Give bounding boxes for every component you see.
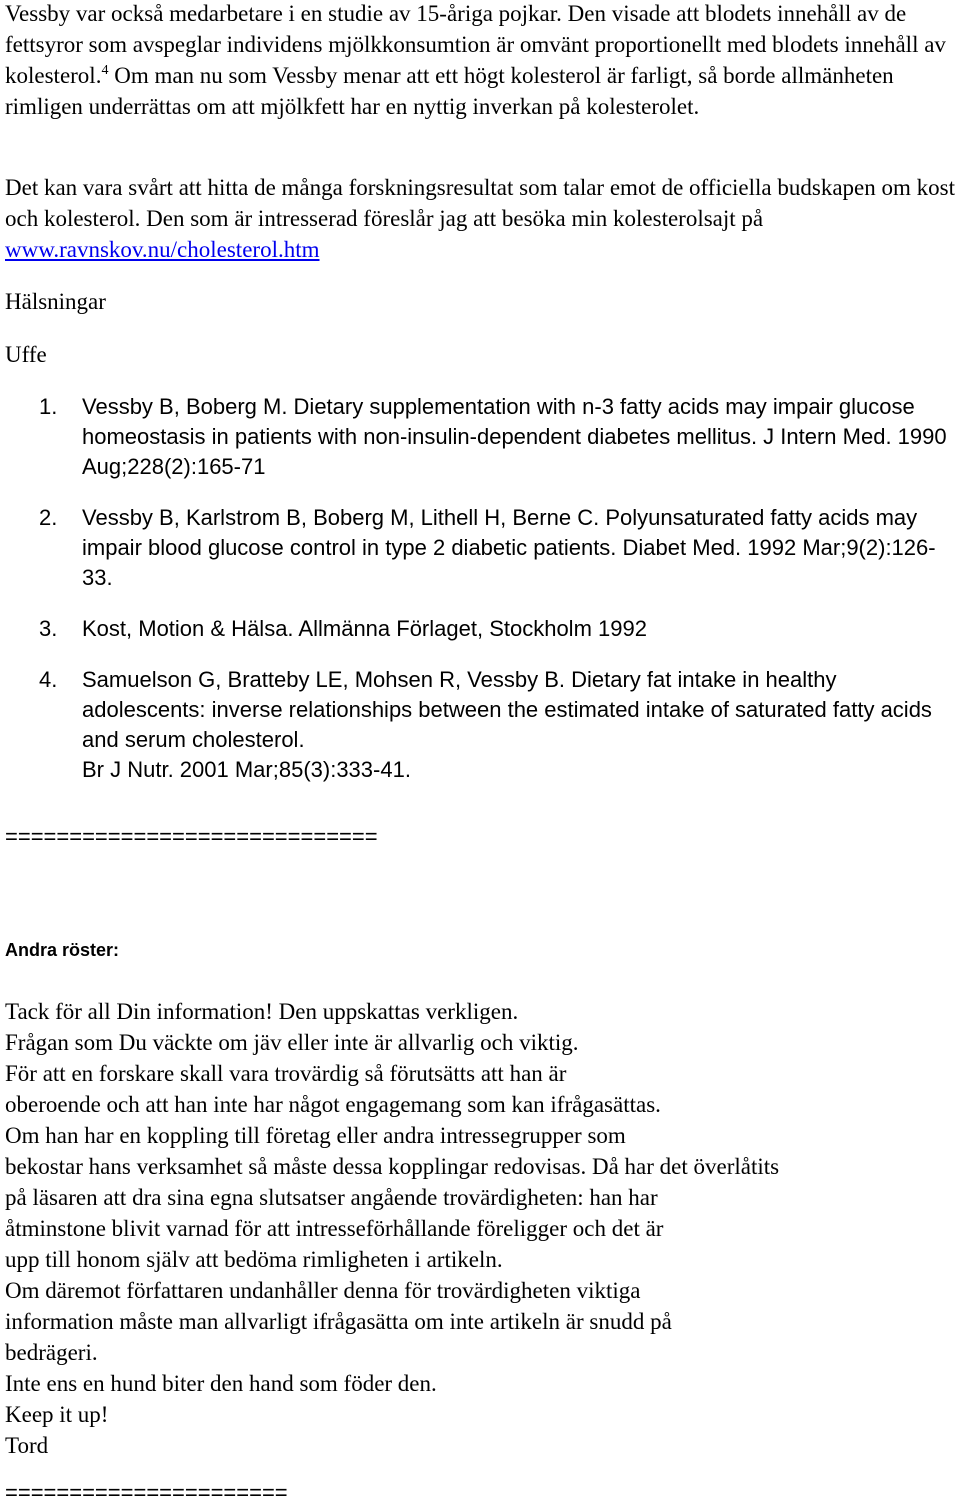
comment-line: För att en forskare skall vara trovärdig så förutsätts att han är <box>5 1061 567 1086</box>
reference-text: Vessby B, Boberg M. Dietary supplementation with n-3 fatty acids may impair glucose homeostasis in patients with non-insulin-dependent diabetes mellitus. J Intern Med. 1990 Aug;228(2):165-71 <box>82 394 947 479</box>
reference-item <box>39 665 959 785</box>
comment-line: oberoende och att han inte har något engagemang som kan ifrågasättas. <box>5 1092 661 1117</box>
separator-line: ====================== <box>5 1480 288 1505</box>
footnote-ref: 4 <box>101 63 109 78</box>
comment-line: Om däremot författaren undanhåller denna för trovärdigheten viktiga <box>5 1278 641 1303</box>
reference-number: 4. <box>39 667 58 692</box>
comment-line: Om han har en koppling till företag eller andra intressegrupper som <box>5 1123 626 1148</box>
intro-paragraph <box>5 0 955 122</box>
intro-text-continued: Om man nu som Vessby menar att ett högt kolesterol är farligt, så borde allmänheten rimligen underrättas om att mjölkfett har en nyttig inverkan på kolesterolet. <box>5 63 894 119</box>
greeting: Hälsningar <box>5 289 106 314</box>
comment-line: bekostar hans verksamhet så måste dessa kopplingar redovisas. Då har det överlåtits <box>5 1154 780 1179</box>
website-paragraph <box>5 172 955 265</box>
reference-text: Vessby B, Karlstrom B, Boberg M, Lithell H, Berne C. Polyunsaturated fatty acids may impair blood glucose control in type 2 diabetic patients. Diabet Med. 1992 Mar;9(2):126-33. <box>82 505 936 590</box>
signature: Uffe <box>5 342 47 367</box>
comment-line: Frågan som Du väckte om jäv eller inte är allvarlig och viktig. <box>5 1030 579 1055</box>
section-heading: Andra röster: <box>5 940 120 960</box>
reference-number: 3. <box>39 616 58 641</box>
cholesterol-site-link[interactable]: www.ravnskov.nu/cholesterol.htm <box>5 237 320 262</box>
separator-line: ============================= <box>5 824 378 849</box>
comment-line: Keep it up! <box>5 1402 109 1427</box>
reference-number: 1. <box>39 394 58 419</box>
reference-number: 2. <box>39 505 58 530</box>
website-text: Det kan vara svårt att hitta de många forskningsresultat som talar emot de officiella budskapen om kost och kolesterol. Den som är intresserad föreslår jag att besöka min kolesterolsajt på <box>5 175 955 231</box>
reference-item <box>39 614 959 644</box>
reference-item <box>39 392 959 482</box>
comment-line: på läsaren att dra sina egna slutsatser angående trovärdigheten: han har <box>5 1185 658 1210</box>
reference-list <box>39 392 959 806</box>
reference-text: Samuelson G, Bratteby LE, Mohsen R, Vessby B. Dietary fat intake in healthy adolescents: inverse relationships between the estimated intake of saturated fatty acids and serum cholesterol. <box>82 667 932 752</box>
reference-text: Kost, Motion & Hälsa. Allmänna Förlaget, Stockholm 1992 <box>82 616 647 641</box>
comment-signature: Tord <box>5 1433 49 1458</box>
intro-text: Vessby var också medarbetare i en studie av 15-åriga pojkar. Den visade att blodets innehåll av de fettsyror som avspeglar individens mjölkkonsumtion är omvänt proportionellt med blodets innehåll av kolesterol. <box>5 1 946 88</box>
comment-line: Inte ens en hund biter den hand som föder den. <box>5 1371 437 1396</box>
comment-line: bedrägeri. <box>5 1340 98 1365</box>
comment-line: upp till honom själv att bedöma rimligheten i artikeln. <box>5 1247 503 1272</box>
comment-line: Tack för all Din information! Den uppskattas verkligen. <box>5 999 519 1024</box>
reference-item <box>39 503 959 593</box>
reference-source: Br J Nutr. 2001 Mar;85(3):333-41. <box>82 757 411 782</box>
reader-comment <box>5 996 955 1461</box>
comment-line: information måste man allvarligt ifrågasätta om inte artikeln är snudd på <box>5 1309 672 1334</box>
comment-line: åtminstone blivit varnad för att intresseförhållande föreligger och det är <box>5 1216 664 1241</box>
